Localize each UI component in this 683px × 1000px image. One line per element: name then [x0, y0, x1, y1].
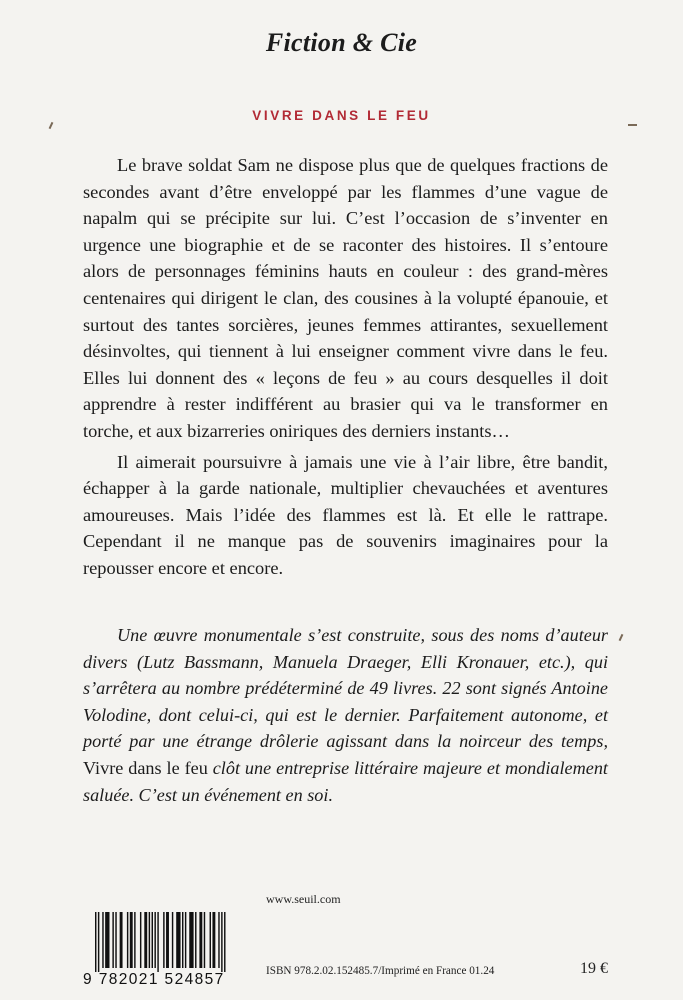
synopsis-paragraph-1: Le brave soldat Sam ne dispose plus que de quelques fractions de secondes avant d’être enveloppé par les flammes d’une vague de napalm qui se précipite sur lui. C’est l’occasion de s’inventer en urgence une biographie et de se raconter des histoires. Il s’entoure alors de personnages féminins hauts en couleur : des grand-mères centenaires qui dirigent le clan, des cousines à la volupté épanouie, et surtout des tantes sorcières, jeunes femmes attirantes, sexuellement désinvoltes, qui tiennent à lui enseigner comment vivre dans le feu. Elles lui donnent des « leçons de feu » au cours desquelles il doit apprendre à rester indifférent au brasier qui va le transformer en torche, et aux bizarreries oniriques des derniers instants… — [83, 155, 608, 441]
series-title: Fiction & Cie — [265, 28, 418, 57]
isbn-barcode — [83, 912, 258, 994]
barcode-bars — [83, 912, 258, 972]
blurb-text-1: Une œuvre monumentale s’est construite, sous des noms d’auteur divers (Lutz Bassmann, Manuela Draeger, Elli Kronauer, etc.), qui s’arrêtera au nombre prédéterminé de 49 livres. 22 sont signés Antoine Volodine, dont celui-ci, qui est le dernier. Parfaitement autonome, et porté par une étrange drôlerie agissant dans la noirceur des temps, — [83, 625, 608, 752]
blurb-title-reference: Vivre dans le feu — [83, 757, 208, 778]
book-title: VIVRE DANS LE FEU — [252, 108, 431, 123]
barcode-digits: 9 782021 524857 — [83, 971, 225, 988]
print-mark-right — [628, 124, 637, 126]
print-mark-blurb — [619, 634, 624, 641]
synopsis — [83, 152, 608, 582]
publisher-website: www.seuil.com — [266, 892, 341, 906]
isbn-line: ISBN 978.2.02.152485.7/Imprimé en France 01.24 — [266, 965, 495, 977]
blurb-text-2: clôt une entreprise littéraire majeure et mondialement saluée. C’est un événement en soi. — [83, 757, 608, 805]
blurb-paragraph — [83, 622, 608, 808]
synopsis-paragraph-2: Il aimerait poursuivre à jamais une vie à l’air libre, être bandit, échapper à la garde nationale, multiplier chevauchées et aventures amoureuses. Mais l’idée des flammes est là. Et elle le rattrape. Cependant il ne manque pas de souvenirs imaginaires pour la repousser encore et encore. — [83, 451, 608, 578]
author-blurb — [83, 622, 608, 808]
price: 19 € — [580, 960, 608, 977]
